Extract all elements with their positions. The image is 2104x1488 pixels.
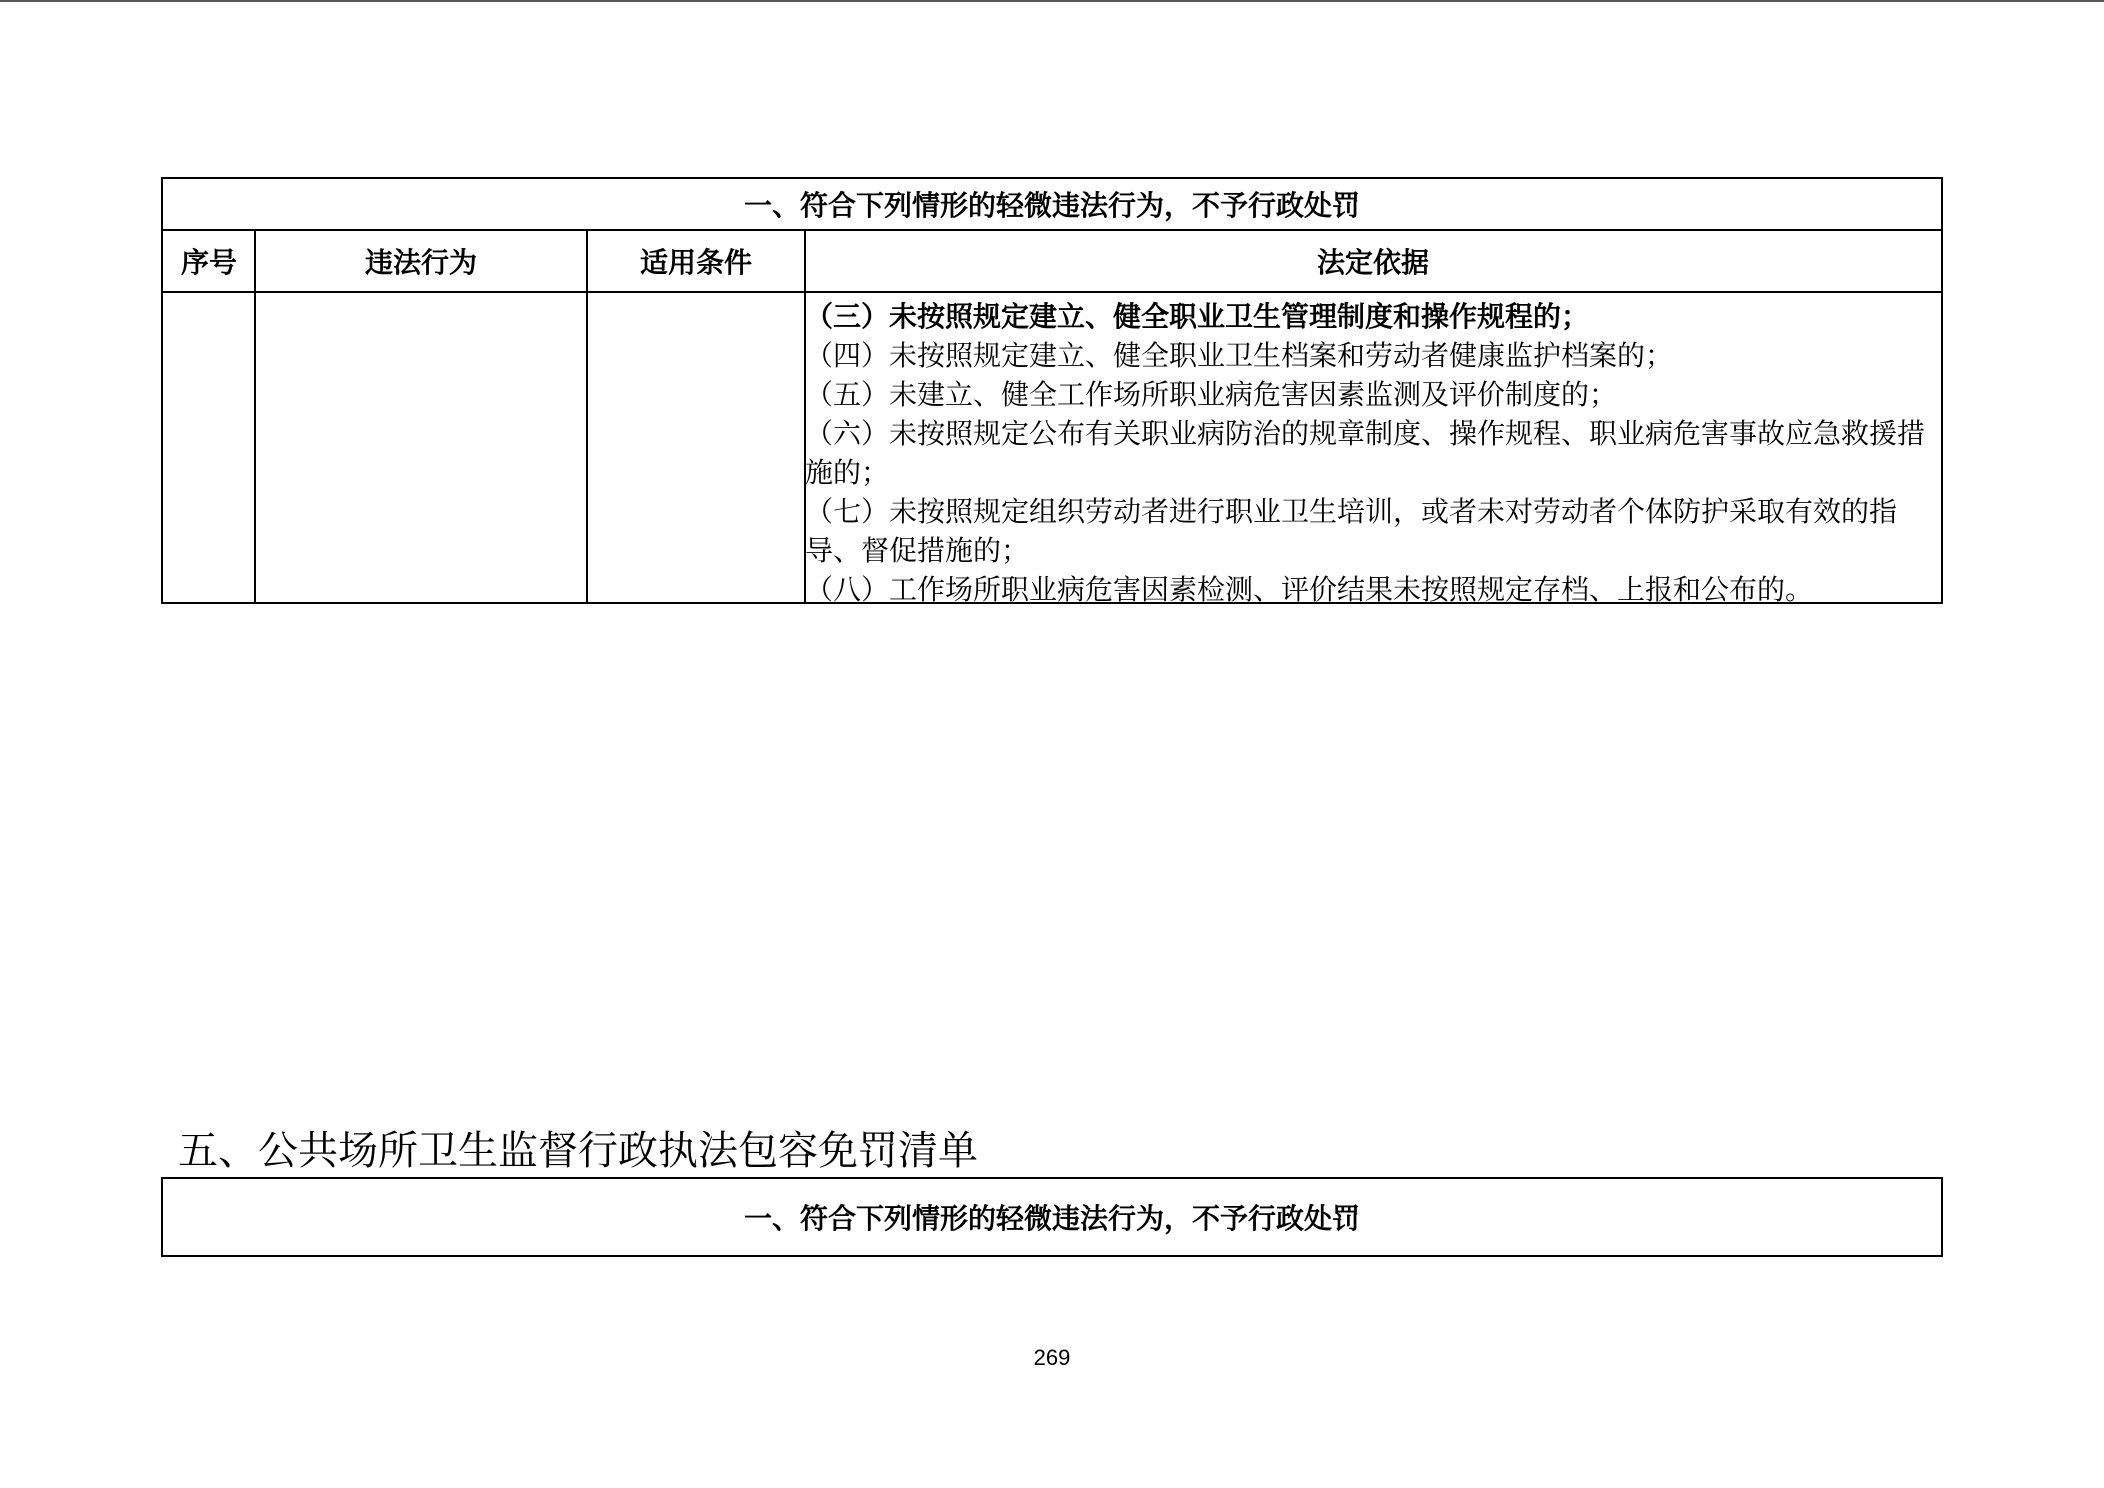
page-top-rule	[0, 0, 2104, 2]
legal-basis-cell	[805, 297, 1933, 609]
header-legal-basis: 法定依据	[1316, 246, 1429, 279]
header-conditions: 适用条件	[639, 246, 752, 279]
section-heading: 五、公共场所卫生监督行政执法包容免罚清单	[178, 1128, 978, 1174]
column-divider	[254, 231, 256, 602]
column-divider	[586, 231, 588, 602]
legal-basis-line: （八）工作场所职业病危害因素检测、评价结果未按照规定存档、上报和公布的。	[805, 573, 1814, 606]
page-number: 269	[1033, 1345, 1071, 1370]
table-header-row	[163, 231, 1941, 293]
penalty-exemption-table-title: 一、符合下列情形的轻微违法行为，不予行政处罚	[161, 1177, 1943, 1257]
header-violation: 违法行为	[364, 246, 477, 279]
legal-basis-line: （三）未按照规定建立、健全职业卫生管理制度和操作规程的；	[805, 300, 1590, 333]
penalty-exemption-table-continued	[161, 177, 1943, 604]
legal-basis-line: （六）未按照规定公布有关职业病防治的规章制度、操作规程、职业病危害事故应急救援措施的；	[805, 417, 1926, 489]
table-title: 一、符合下列情形的轻微违法行为，不予行政处罚	[163, 179, 1941, 231]
legal-basis-line: （五）未建立、健全工作场所职业病危害因素监测及评价制度的；	[805, 378, 1618, 411]
header-serial-number: 序号	[180, 246, 237, 279]
legal-basis-line: （四）未按照规定建立、健全职业卫生档案和劳动者健康监护档案的；	[805, 339, 1674, 372]
legal-basis-line: （七）未按照规定组织劳动者进行职业卫生培训，或者未对劳动者个体防护采取有效的指导、督促措施的；	[805, 495, 1898, 567]
